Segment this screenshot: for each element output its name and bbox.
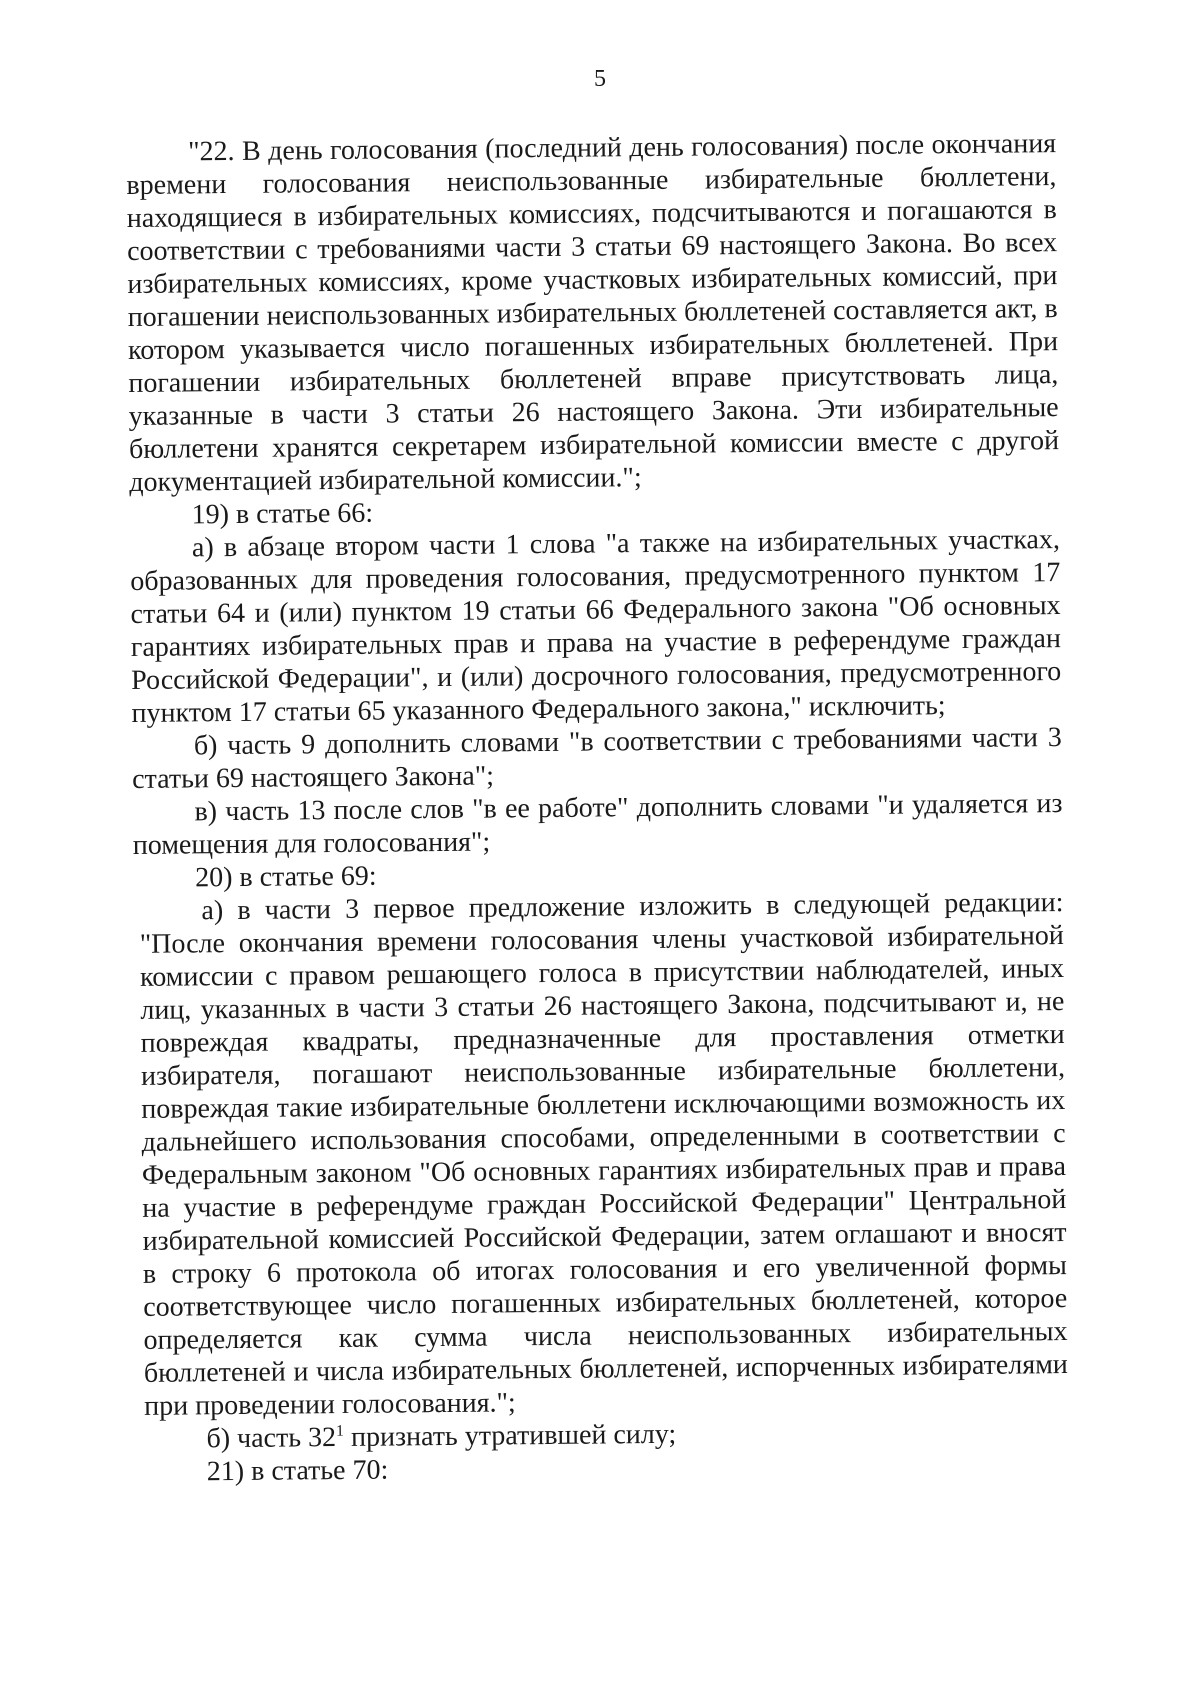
item-20b-text-start: б) часть 32 xyxy=(206,1422,337,1455)
item-20b-superscript: 1 xyxy=(335,1422,345,1440)
item-19b: б) часть 9 дополнить словами "в соответствии с требованиями части 3 статьи 69 настоящего Закона"; xyxy=(132,722,1062,795)
item-20: 20) в статье 69: xyxy=(194,860,377,894)
item-21: 21) в статье 70: xyxy=(206,1454,389,1488)
paragraph-22: "22. В день голосования (последний день голосования) после окончания времени голосования неиспользованные избирательные бюллетени, находящиеся в избирательных комиссиях, подсчитываются и погашаются в соответствии с требованиями части 3 статьи 69 настоящего Закона. Во всех избирательных комиссиях, кроме участковых избирательных комиссий, при погашении неиспользованных избирательных бюллетеней составляется акт, в котором указывается число погашенных избирательных бюллетеней. При погашении избирательных бюллетеней вправе присутствовать лица, указанные в части 3 статьи 26 настоящего Закона. Эти избирательные бюллетени хранятся секретарем избирательной комиссии вместе с другой документацией избирательной комиссии."; xyxy=(126,128,1060,498)
item-19a: а) в абзаце втором части 1 слова "а также на избирательных участках, образованных для проведения голосования, предусмотренного пунктом 17 статьи 64 и (или) пунктом 19 статьи 66 Федерального закона "Об основных гарантиях избирательных прав и права на участие в референдуме граждан Российской Федерации", и (или) досрочного голосования, предусмотренного пунктом 17 статьи 65 указанного Федерального закона," исключить; xyxy=(130,524,1062,729)
document-body xyxy=(126,127,1069,1489)
item-20a: а) в части 3 первое предложение изложить в следующей редакции: "После окончания времени голосования члены участковой избирательной комиссии с правом решающего голоса в присутствии наблюдателей, иных лиц, указанных в части 3 статьи 26 настоящего Закона, подсчитывают и, не повреждая квадраты, предназначенные для проставления отметки избирателя, погашают неиспользованные избирательные бюллетени, повреждая такие избирательные бюллетени исключающими возможность их дальнейшего использования способами, определенными в соответствии с Федеральным законом "Об основных гарантиях избирательных прав и права на участие в референдуме граждан Российской Федерации" Центральной избирательной комиссией Российской Федерации, затем оглашают и вносят в строку 6 протокола об итогах голосования и его увеличенной формы соответствующее число погашенных избирательных бюллетеней, которое определяется как сумма числа неиспользованных избирательных бюллетеней и числа избирательных бюллетеней, испорченных избирателями при проведении голосования."; xyxy=(139,887,1068,1422)
page-number: 5 xyxy=(594,66,606,92)
item-19: 19) в статье 66: xyxy=(191,497,374,531)
item-19c: в) часть 13 после слов "в ее работе" дополнить словами "и удаляется из помещения для голосования"; xyxy=(132,788,1063,861)
item-20b-text-end: признать утратившей силу; xyxy=(343,1418,677,1453)
